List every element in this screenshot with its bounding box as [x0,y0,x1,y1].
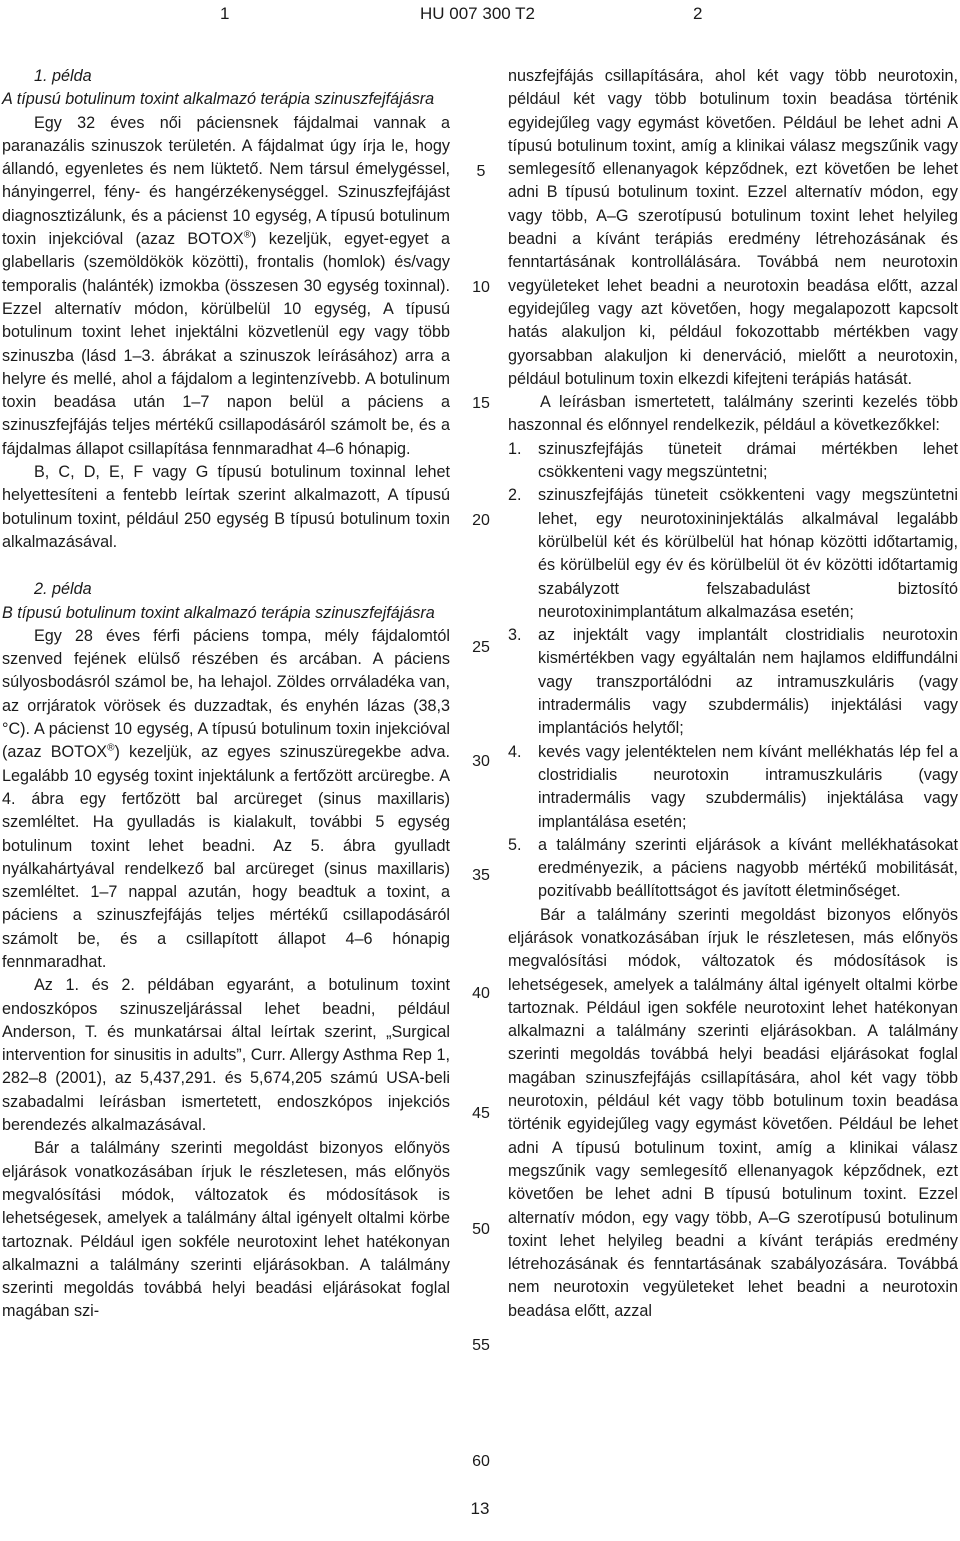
list-item [508,484,958,624]
left-column [2,65,450,1324]
text-segment: Egy 32 éves női páciensnek fájdalmai vannak a paranazális szinuszok területén. A fájdalmat úgy írja le, hogy állandó, egyenletes és nem lüktető. Nem társul émelygéssel, hányingerrel, fény- és hangérzékenységgel. Szinuszfejfájást diagnosztizálunk, és a pácienst 10 egység, A típusú botulinum toxin injekcióval (azaz BOTOX [2,113,450,249]
continuation-paragraph: nuszfejfájás csillapítására, ahol két vagy több neurotoxin, például két vagy több botulinum toxin beadása történik egyidejűleg vagy egymást követően. Például be lehet adni A típusú botulinum toxint, amíg a klinikai válasz megszűnik vagy semlegesítő ellenanyagok képződnek, ezt követően be lehet adni B típusú botulinum toxint. Ezzel alternatív módon, egy vagy több, A–G szerotípusú botulinum toxint lehet helyileg beadni a kívánt terápiás eredmény létrehozásának és fenntartásának kontrollálására. Továbbá nem neurotoxin vegyületeket lehet beadni a neurotoxin beadása előtt, azzal egyidejűleg vagy azt követően, hogy megalapozott kapcsolt hatás alakuljon ki, például fokozottabb mértékben vagy gyorsabban alakuljon ki denerváció, mielőtt a neurotoxin, például botulinum toxin elkezdi kifejteni terápiás hatását. [508,67,958,388]
list-item-text: szinuszfejfájás tüneteit csökkenteni vagy megszüntetni lehet, egy neurotoxininjektálás alkalmával legalább körülbelül két és körülbelül hat hónap közötti időtartamig, és körülbelül egy év és körülbelül öt év közötti időtartamig szabályzott felszabadulást biztosító neurotoxinimplantátum alkalmazása esetén; [538,486,958,621]
page-number: 13 [470,1499,490,1518]
list-item-number: 5. [508,835,522,854]
text-segment: Egy 28 éves férfi páciens tompa, mély fájdalomtól szenved fejének elülső részében és arcában. A páciens súlyosbodásról számol be, ha lehajol. Zöldes orrváladéka van, az orrjáratok vörösek és duzzadtak, és enyhén lázas (38,3 °C). A pácienst 10 egység, A típusú botulinum toxin injekcióval (azaz BOTOX [2,626,450,762]
example-1-subtitle: A típusú botulinum toxint alkalmazó terápia szinuszfejfájásra [2,90,435,109]
list-item [508,834,958,904]
right-column [508,65,958,1323]
text-segment: ) kezeljük, egyet-egyet a glabellaris (szemöldökök közötti), frontalis (homlok) és/vagy temporalis (halánték) izmokba (összesen 30 egység toxinnal). Ezzel alternatív módon, körülbelül 10 egység, A típusú botulinum toxint lehet injektálni közvetlenül egy vagy több szinuszba (lásd 1–3. ábrákat a szinuszok leírásához) arra a helyre és mellé, ahol a fájdalom a legintenzívebb. A botulinum toxin beadása után 1–7 napon belül a páciens a szinuszfejfájás teljes mértékű csillapodásáról számolt be, és a fájdalmas állapot csillapítása fennmaradhat 4–6 hónapig. [2,230,450,458]
closing-paragraph-left: Bár a találmány szerinti megoldást bizonyos előnyös eljárások vonatkozásában írjuk le részletesen, más előnyös megvalósítási módok, változatok és módosítások is lehetségesek, amelyek a találmány által igényelt oltalmi körbe tartoznak. Például igen sokféle neurotoxint lehet hatékonyan alkalmazni a találmány szerinti eljárásokban. A találmány szerinti megoldás továbbá helyi beadási eljárásokat foglal magában szi- [2,1139,450,1321]
example-1-paragraph-1 [2,112,450,461]
line-number: 50 [472,1221,490,1238]
line-number: 30 [472,753,490,770]
examples-admin-paragraph: Az 1. és 2. példában egyaránt, a botulinum toxint endoszkópos szinuszeljárással lehet beadni, például Anderson, T. és munkatársai által leírtak szerint, „Surgical intervention for sinusitis in adults”, Curr. Allergy Asthma Rep 1, 282–8 (2001), az 5,437,291. és 5,674,205 számú USA-beli szabadalmi leírásban ismertetett, endoszkópos injekciós berendezés alkalmazásával. [2,976,450,1135]
list-item-number: 4. [508,742,522,761]
line-number: 60 [472,1453,490,1470]
example-2-paragraph-1 [2,625,450,974]
header-left-page-number: 1 [220,4,230,23]
list-item-text: kevés vagy jelentéktelen nem kívánt mellékhatás lép fel a clostridialis neurotoxin intramuszkuláris (vagy intradermális vagy szubdermális) injektálása vagy implantálása esetén; [538,742,958,831]
registered-mark: ® [107,742,115,754]
line-number: 55 [472,1337,490,1354]
line-number: 25 [472,639,490,656]
line-number: 20 [472,512,490,529]
list-item-number: 1. [508,439,522,458]
line-number: 40 [472,985,490,1002]
list-item-text: szinuszfejfájás tüneteit drámai mértékben lehet csökkenteni vagy megszüntetni; [538,439,958,482]
line-number: 45 [472,1105,490,1122]
closing-paragraph-right: Bár a találmány szerinti megoldást bizonyos előnyös eljárások vonatkozásában írjuk le részletesen, más előnyös megvalósítási módok, változatok és módosítások is lehetségesek, amelyek a találmány által igényelt oltalmi körbe tartoznak. Például igen sokféle neurotoxint lehet hatékonyan alkalmazni a találmány szerinti eljárásokban. A találmány szerinti megoldás továbbá helyi beadási eljárásokat foglal magában szinuszfejfájás csillapítására, ahol két vagy több neurotoxin, például két vagy több botulinum toxin beadása történik egyidejűleg vagy egymást követően. Például be lehet adni A típusú botulinum toxint, amíg a klinikai válasz megszűnik vagy semlegesítő ellenanyagok képződnek, ezt követően be lehet adni B típusú botulinum toxint. Ezzel alternatív módon, egy vagy több, A–G szerotípusú botulinum toxint lehet helyileg beadni a kívánt terápiás eredmény létrehozásának és fenntartásának szabályozására. Továbbá nem neurotoxin vegyületeket lehet beadni a neurotoxin beadása előtt, azzal [508,905,958,1320]
list-item [508,741,958,834]
advantages-intro: A leírásban ismertetett, találmány szerinti kezelés több haszonnal és előnnyel rendelkezik, például a következőkkel: [508,393,958,435]
line-number: 5 [476,163,486,180]
list-item-number: 2. [508,486,522,505]
example-1-paragraph-2: B, C, D, E, F vagy G típusú botulinum toxinnal lehet helyettesíteni a fentebb leírtak szerint alkalmazott, A típusú botulinum toxint, például 250 egység B típusú botulinum toxin alkalmazásával. [2,463,450,551]
list-item-number: 3. [508,626,522,645]
line-number: 10 [472,279,490,296]
header-document-id: HU 007 300 T2 [420,4,535,23]
line-number: 15 [472,395,490,412]
list-item [508,624,958,740]
example-2-subtitle: B típusú botulinum toxint alkalmazó terápia szinuszfejfájásra [2,603,435,622]
advantages-list [508,438,958,904]
header-right-page-number: 2 [693,4,703,23]
example-1-title: 1. példa [34,67,92,85]
text-segment: ) kezeljük, az egyes szinuszüregekbe adva. Legalább 10 egység toxint injektálunk a fertőzött arcüregbe. A 4. ábra egy fertőzött bal arcüreget (sinus maxillaris) szemléltet. Ha gyulladás is kialakult, további 5 egység botulinum toxint lehet beadni. Az 5. ábra gyulladt nyálkahártyával rendelkező bal arcüreget (sinus maxillaris) szemléltet. 1–7 nappal azután, hogy beadtuk a toxint, a páciens a szinuszfejfájás teljes mértékű csillapodásáról számolt be, és a csillapított állapot 4–6 hónapig fennmaradhat. [2,743,450,971]
example-2-title: 2. példa [34,580,92,599]
registered-mark: ® [243,229,252,241]
list-item-text: az injektált vagy implantált clostridialis neurotoxin kismértékben vagy egyáltalán nem hajlamos eldiffundálni vagy transzportálódni az intramuszkuláris (vagy intradermális vagy szubdermális) injektálási vagy implantációs helytől; [538,626,958,738]
list-item-text: a találmány szerinti eljárások a kívánt mellékhatásokat eredményezik, a páciens nagyobb mértékű mobilitását, pozitívabb beállítottságot és javított életminőséget. [538,835,958,901]
list-item [508,438,958,485]
line-number: 35 [472,867,490,884]
